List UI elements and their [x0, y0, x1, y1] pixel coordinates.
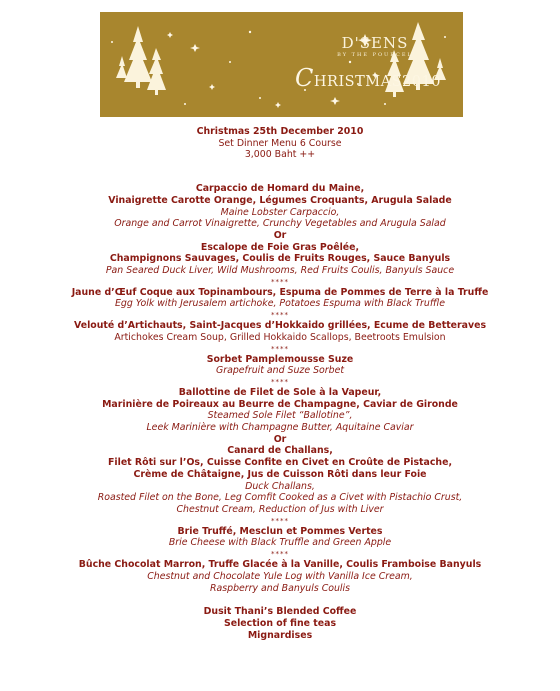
course1-option-a-fr: Carpaccio de Homard du Maine,: [195, 183, 365, 195]
course1-option-b-en: Pan Seared Duck Liver, Wild Mushrooms, Red Fruits Coulis, Banyuls Sauce: [105, 265, 455, 277]
course7-fr: Bûche Chocolat Marron, Truffe Glacée à la Vanille, Coulis Framboise Banyuls: [78, 559, 482, 571]
course5-option-b-en: Duck Challans,: [245, 480, 315, 492]
logo-text: D'SENS: [341, 34, 409, 52]
course1-option-b-fr: Escalope de Foie Gras Poêlée,: [200, 241, 360, 253]
course1-option-a-en: Orange and Carrot Vinaigrette, Crunchy Vegetables and Arugula Salad: [114, 218, 446, 230]
course5-option-b-fr: Crème de Châtaigne, Jus de Cuisson Rôti dans leur Foie: [133, 468, 427, 480]
title-rest: HRISTMAS2010: [313, 74, 441, 90]
course-separator: ****: [271, 550, 289, 559]
course5-option-a-en: Steamed Sole Filet “Ballotine”,: [207, 410, 353, 422]
course6-fr: Brie Truffé, Mesclun et Pommes Vertes: [177, 525, 383, 537]
course5-option-a-fr: Ballottine de Filet de Sole à la Vapeur,: [178, 386, 382, 398]
course5-option-b-en: Chestnut Cream, Reduction of Jus with Liver: [176, 503, 384, 515]
course2-en: Egg Yolk with Jerusalem artichoke, Potatoes Espuma with Black Truffle: [115, 298, 445, 310]
brand-logo: [300, 34, 450, 58]
course-separator: ****: [271, 311, 289, 320]
course3-en: Artichokes Cream Soup, Grilled Hokkaido Scallops, Beetroots Emulsion: [114, 331, 446, 343]
menu-body: [0, 126, 560, 641]
course4-fr: Sorbet Pamplemousse Suze: [206, 353, 354, 365]
course1-option-a-fr: Vinaigrette Carotte Orange, Légumes Croquants, Arugula Salade: [108, 194, 452, 206]
course1-option-a-en: Maine Lobster Carpaccio,: [220, 206, 340, 218]
menu-date: Christmas 25th December 2010: [196, 126, 364, 137]
course5-option-b-fr: Canard de Challans,: [227, 445, 333, 457]
title-initial: C: [295, 64, 314, 92]
course-separator: ****: [271, 377, 289, 386]
menu-type: Set Dinner Menu 6 Course: [218, 137, 342, 149]
course-separator: ****: [271, 344, 289, 353]
menu-price: 3,000 Baht ++: [244, 149, 316, 161]
course7-en: Raspberry and Banyuls Coulis: [209, 582, 351, 594]
or-divider: Or: [273, 433, 287, 445]
closing-teas: Selection of fine teas: [223, 617, 337, 629]
course2-fr: Jaune d’Œuf Coque aux Topinambours, Espuma de Pommes de Terre à la Truffe: [71, 286, 489, 298]
course3-fr: Velouté d’Artichauts, Saint-Jacques d’Hokkaido grillées, Ecume de Betteraves: [73, 320, 487, 332]
christmas-banner: [100, 12, 463, 117]
closing-coffee: Dusit Thani’s Blended Coffee: [203, 606, 357, 618]
closing-mignardises: Mignardises: [247, 629, 313, 641]
course-separator: ****: [271, 516, 289, 525]
course1-option-b-fr: Champignons Sauvages, Coulis de Fruits Rouges, Sauce Banyuls: [109, 253, 451, 265]
course4-en: Grapefruit and Suze Sorbet: [215, 365, 345, 377]
course-separator: ****: [271, 277, 289, 286]
course5-option-a-fr: Marinière de Poireaux au Beurre de Champagne, Caviar de Gironde: [102, 398, 458, 410]
course6-en: Brie Cheese with Black Truffle and Green Apple: [168, 537, 392, 549]
christmas-tree-left-icon: [116, 26, 166, 95]
logo-subtext: BY THE POURCEL: [337, 52, 413, 58]
course5-option-b-fr: Filet Rôti sur l’Os, Cuisse Confite en Civet en Croûte de Pistache,: [107, 457, 453, 469]
course5-option-a-en: Leek Marinière with Champagne Butter, Aquitaine Caviar: [146, 422, 414, 434]
banner-title: [295, 64, 463, 92]
course5-option-b-en: Roasted Filet on the Bone, Leg Comfit Cooked as a Civet with Pistachio Crust,: [97, 492, 463, 504]
course7-en: Chestnut and Chocolate Yule Log with Vanilla Ice Cream,: [147, 570, 413, 582]
or-divider: Or: [273, 229, 287, 241]
